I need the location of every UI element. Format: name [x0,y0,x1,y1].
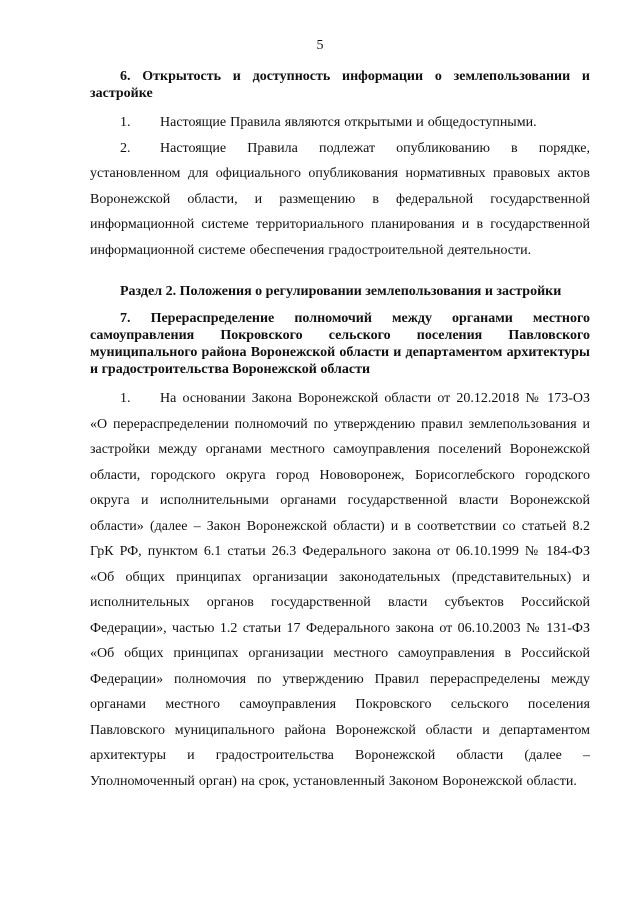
section-6-heading: 6. Открытость и доступность информации о землепользовании и застройке [90,69,590,101]
item-number: 2. [120,140,131,156]
item-text: На основании Закона Воронежской области от 20.12.2018 № 173-ОЗ «О перераспределении полномочий по утверждению правил землепользования и застройки между органами местного самоуправления поселений Воронежской области, городского округа город Нововоронеж, Борисоглебского городского округа и исполнительными органами государственной власти Воронежской области» (далее – Закон Воронежской области) и в соответствии со статьей 8.2 ГрК РФ, пунктом 6.1 статьи 26.3 Федерального закона от 06.10.1999 № 184-ФЗ «Об общих принципах организации законодательных (представительных) и исполнительных органов государственной власти субъектов Российской Федерации», частью 1.2 статьи 17 Федерального закона от 06.10.2003 № 131-ФЗ «Об общих принципах организации местного самоуправления в Российской Федерации» полномочия по утверждению Правил перераспределены между органами местного самоуправления Покровского сельского поселения Павловского муниципального района Воронежской области и департаментом архитектуры и градостроительства Воронежской области (далее – Уполномоченный орган) на срок, установленный Законом Воронежской области. [90,391,590,789]
part-2-title: Раздел 2. Положения о регулировании землепользования и застройки [120,284,562,299]
item-text: Настоящие Правила подлежат опубликованию в порядке, установленном для официального опубликования нормативных правовых актов Воронежской области, и размещению в федеральной государственной информационной системе территориального планирования и в государственной информационной системе обеспечения градостроительной деятельности. [90,140,590,258]
item-text: Настоящие Правила являются открытыми и общедоступными. [160,115,537,130]
section-6-item-1 [90,110,590,136]
page-number: 5 [316,38,324,53]
item-number: 1. [120,391,131,406]
section-6-item-2 [90,136,590,264]
section-7-heading: 7. Перераспределение полномочий между органами местного самоуправления Покровского сельского поселения Павловского муниципального района Воронежской области и департаментом архитектуры и градостроительства Воронежской области [90,311,590,377]
document-body [90,64,590,794]
item-number: 1. [120,115,131,130]
section-7-item-1 [90,386,590,794]
